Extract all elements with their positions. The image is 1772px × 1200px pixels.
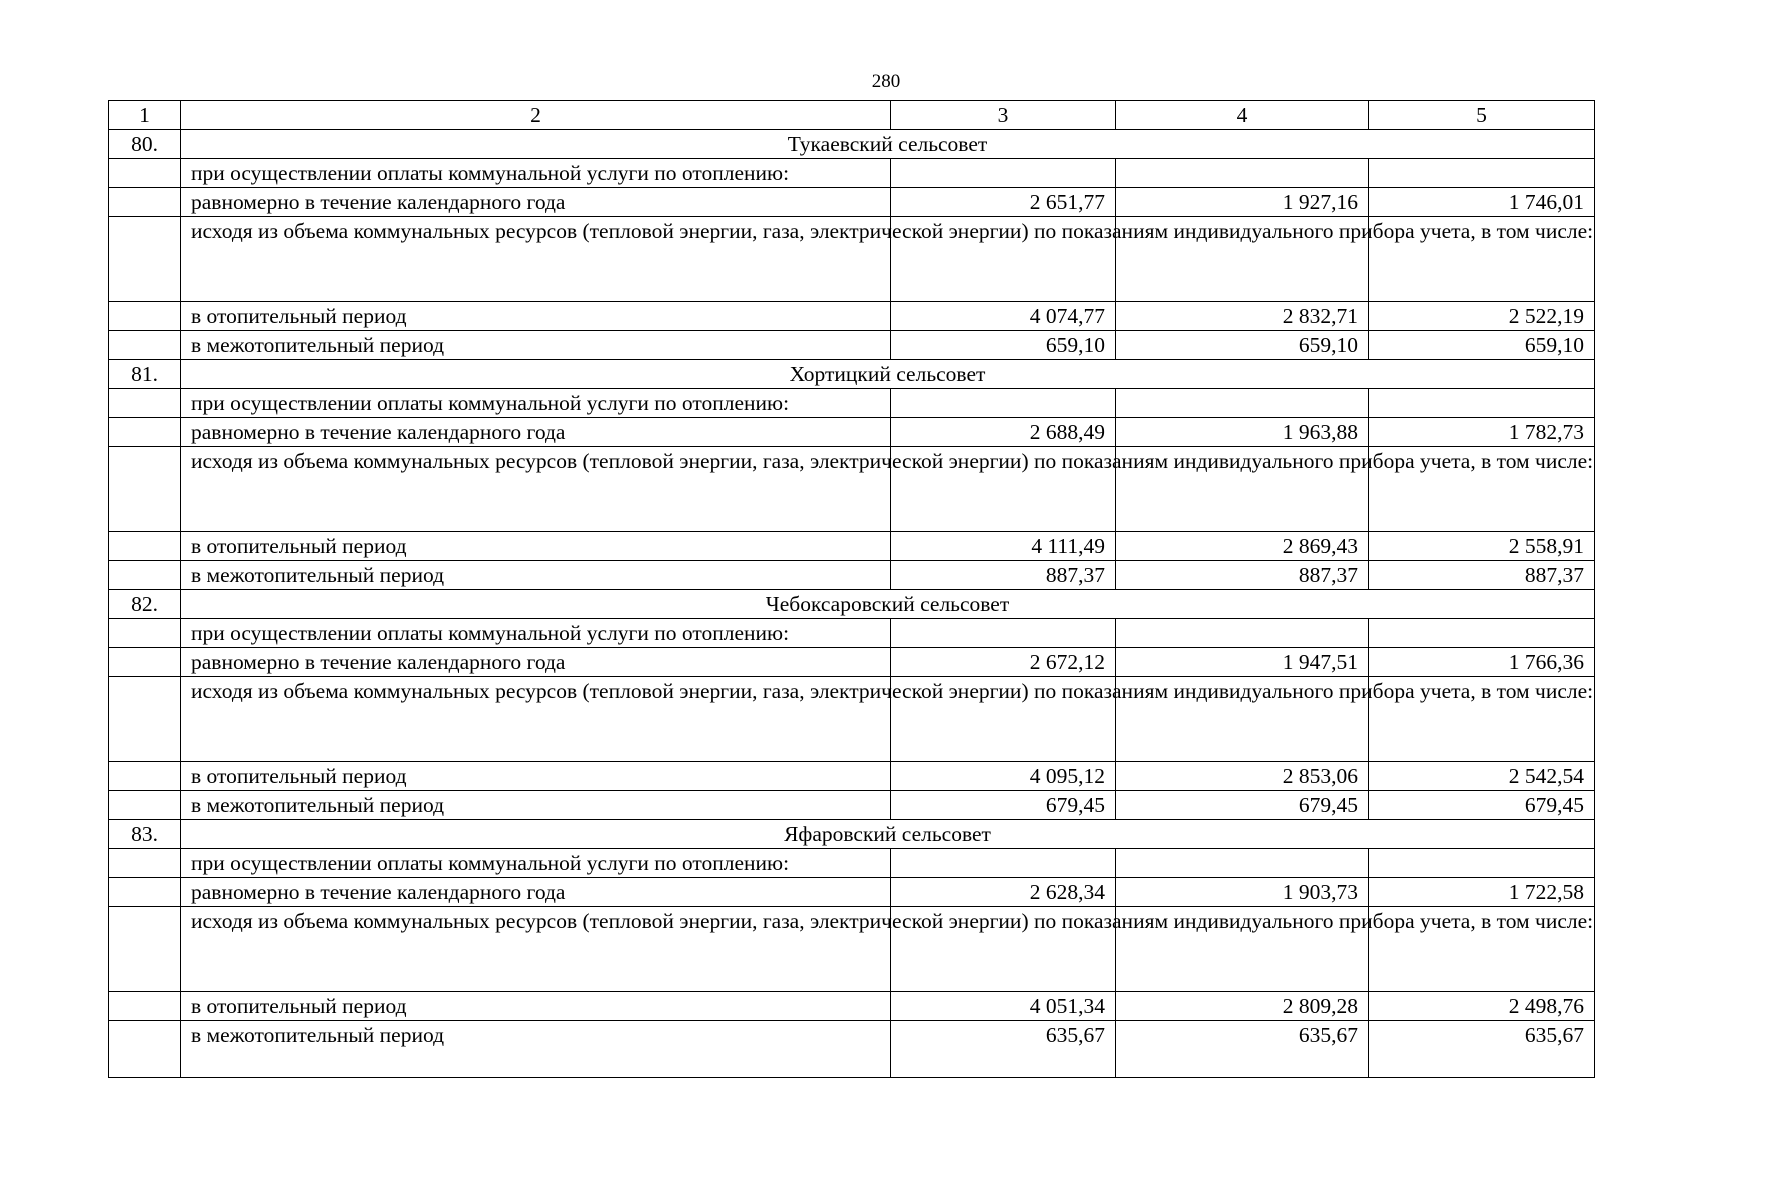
value-col-4: 2 869,43 [1116,532,1369,561]
section-header-row [109,360,1595,389]
column-number: 4 [1116,101,1369,130]
column-number: 1 [109,101,181,130]
value-col-3: 635,67 [891,1021,1116,1078]
table-row [109,159,1595,188]
section-index: 80. [109,130,181,159]
row-label: равномерно в течение календарного года [181,418,891,447]
value-col-5: 679,45 [1369,791,1595,820]
value-col-5: 2 542,54 [1369,762,1595,791]
row-label: исходя из объема коммунальных ресурсов (тепловой энергии, газа, электрической энергии) по показаниям индивидуального прибора учета, в том числе: [181,447,891,532]
row-label: в межотопительный период [181,1021,891,1078]
value-col-4 [1116,619,1369,648]
row-index-cell [109,188,181,217]
row-label: при осуществлении оплаты коммунальной услуги по отоплению: [181,619,891,648]
table-row [109,447,1595,532]
row-label: исходя из объема коммунальных ресурсов (тепловой энергии, газа, электрической энергии) по показаниям индивидуального прибора учета, в том числе: [181,677,891,762]
row-index-cell [109,418,181,447]
table-row [109,907,1595,992]
row-index-cell [109,532,181,561]
row-label: в отопительный период [181,532,891,561]
table-row [109,561,1595,590]
table-row [109,302,1595,331]
value-col-4: 2 809,28 [1116,992,1369,1021]
table-row [109,677,1595,762]
table-row [109,619,1595,648]
section-name: Хортицкий сельсовет [181,360,1595,389]
row-index-cell [109,447,181,532]
value-col-5: 659,10 [1369,331,1595,360]
table-row [109,791,1595,820]
value-col-5 [1369,389,1595,418]
value-col-5: 1 766,36 [1369,648,1595,677]
row-label: в отопительный период [181,302,891,331]
table-row [109,992,1595,1021]
section-name: Яфаровский сельсовет [181,820,1595,849]
row-label: в отопительный период [181,762,891,791]
row-index-cell [109,331,181,360]
row-index-cell [109,878,181,907]
section-name: Тукаевский сельсовет [181,130,1595,159]
row-index-cell [109,849,181,878]
value-col-3: 4 051,34 [891,992,1116,1021]
table-row [109,389,1595,418]
value-col-4: 2 832,71 [1116,302,1369,331]
section-header-row [109,590,1595,619]
column-number: 5 [1369,101,1595,130]
value-col-5: 1 746,01 [1369,188,1595,217]
value-col-4: 679,45 [1116,791,1369,820]
row-index-cell [109,648,181,677]
row-index-cell [109,762,181,791]
value-col-3: 679,45 [891,791,1116,820]
table-row [109,217,1595,302]
value-col-3: 4 074,77 [891,302,1116,331]
value-col-3 [891,159,1116,188]
value-col-3: 2 628,34 [891,878,1116,907]
table-row [109,648,1595,677]
value-col-5: 887,37 [1369,561,1595,590]
value-col-5 [1369,849,1595,878]
row-label: в межотопительный период [181,331,891,360]
tariff-table [108,100,1595,1078]
row-label: в межотопительный период [181,791,891,820]
value-col-5: 1 782,73 [1369,418,1595,447]
table-row [109,532,1595,561]
section-header-row [109,820,1595,849]
row-label: равномерно в течение календарного года [181,648,891,677]
row-index-cell [109,992,181,1021]
value-col-4: 1 963,88 [1116,418,1369,447]
section-header-row [109,130,1595,159]
section-name: Чебоксаровский сельсовет [181,590,1595,619]
table-row [109,331,1595,360]
column-number-row [109,101,1595,130]
value-col-5 [1369,619,1595,648]
page-number: 280 [871,71,901,92]
value-col-5 [1369,159,1595,188]
row-label: при осуществлении оплаты коммунальной услуги по отоплению: [181,849,891,878]
value-col-5: 635,67 [1369,1021,1595,1078]
row-index-cell [109,791,181,820]
value-col-4: 887,37 [1116,561,1369,590]
row-index-cell [109,619,181,648]
table-row [109,849,1595,878]
column-number: 2 [181,101,891,130]
row-label: при осуществлении оплаты коммунальной услуги по отоплению: [181,159,891,188]
row-index-cell [109,302,181,331]
value-col-3: 4 095,12 [891,762,1116,791]
value-col-5: 2 522,19 [1369,302,1595,331]
table-row [109,188,1595,217]
row-index-cell [109,389,181,418]
row-label: в отопительный период [181,992,891,1021]
row-label: в межотопительный период [181,561,891,590]
column-number: 3 [891,101,1116,130]
row-index-cell [109,159,181,188]
value-col-3: 2 672,12 [891,648,1116,677]
value-col-3: 2 688,49 [891,418,1116,447]
value-col-4: 659,10 [1116,331,1369,360]
row-index-cell [109,217,181,302]
row-label: равномерно в течение календарного года [181,878,891,907]
value-col-4 [1116,849,1369,878]
value-col-3 [891,619,1116,648]
value-col-3 [891,389,1116,418]
value-col-4: 635,67 [1116,1021,1369,1078]
row-index-cell [109,677,181,762]
table-row [109,1021,1595,1078]
row-index-cell [109,1021,181,1078]
value-col-4 [1116,389,1369,418]
table-row [109,418,1595,447]
table-body [109,101,1595,1078]
value-col-5: 2 558,91 [1369,532,1595,561]
row-label: исходя из объема коммунальных ресурсов (тепловой энергии, газа, электрической энергии) по показаниям индивидуального прибора учета, в том числе: [181,907,891,992]
value-col-4 [1116,159,1369,188]
value-col-3: 887,37 [891,561,1116,590]
value-col-3: 4 111,49 [891,532,1116,561]
value-col-4: 1 903,73 [1116,878,1369,907]
value-col-5: 2 498,76 [1369,992,1595,1021]
table-row [109,878,1595,907]
row-label: при осуществлении оплаты коммунальной услуги по отоплению: [181,389,891,418]
value-col-5: 1 722,58 [1369,878,1595,907]
value-col-3 [891,849,1116,878]
value-col-4: 1 947,51 [1116,648,1369,677]
row-label: исходя из объема коммунальных ресурсов (тепловой энергии, газа, электрической энергии) по показаниям индивидуального прибора учета, в том числе: [181,217,891,302]
value-col-4: 1 927,16 [1116,188,1369,217]
row-index-cell [109,907,181,992]
section-index: 81. [109,360,181,389]
value-col-3: 2 651,77 [891,188,1116,217]
section-index: 83. [109,820,181,849]
value-col-3: 659,10 [891,331,1116,360]
row-label: равномерно в течение календарного года [181,188,891,217]
section-index: 82. [109,590,181,619]
table-row [109,762,1595,791]
value-col-4: 2 853,06 [1116,762,1369,791]
row-index-cell [109,561,181,590]
